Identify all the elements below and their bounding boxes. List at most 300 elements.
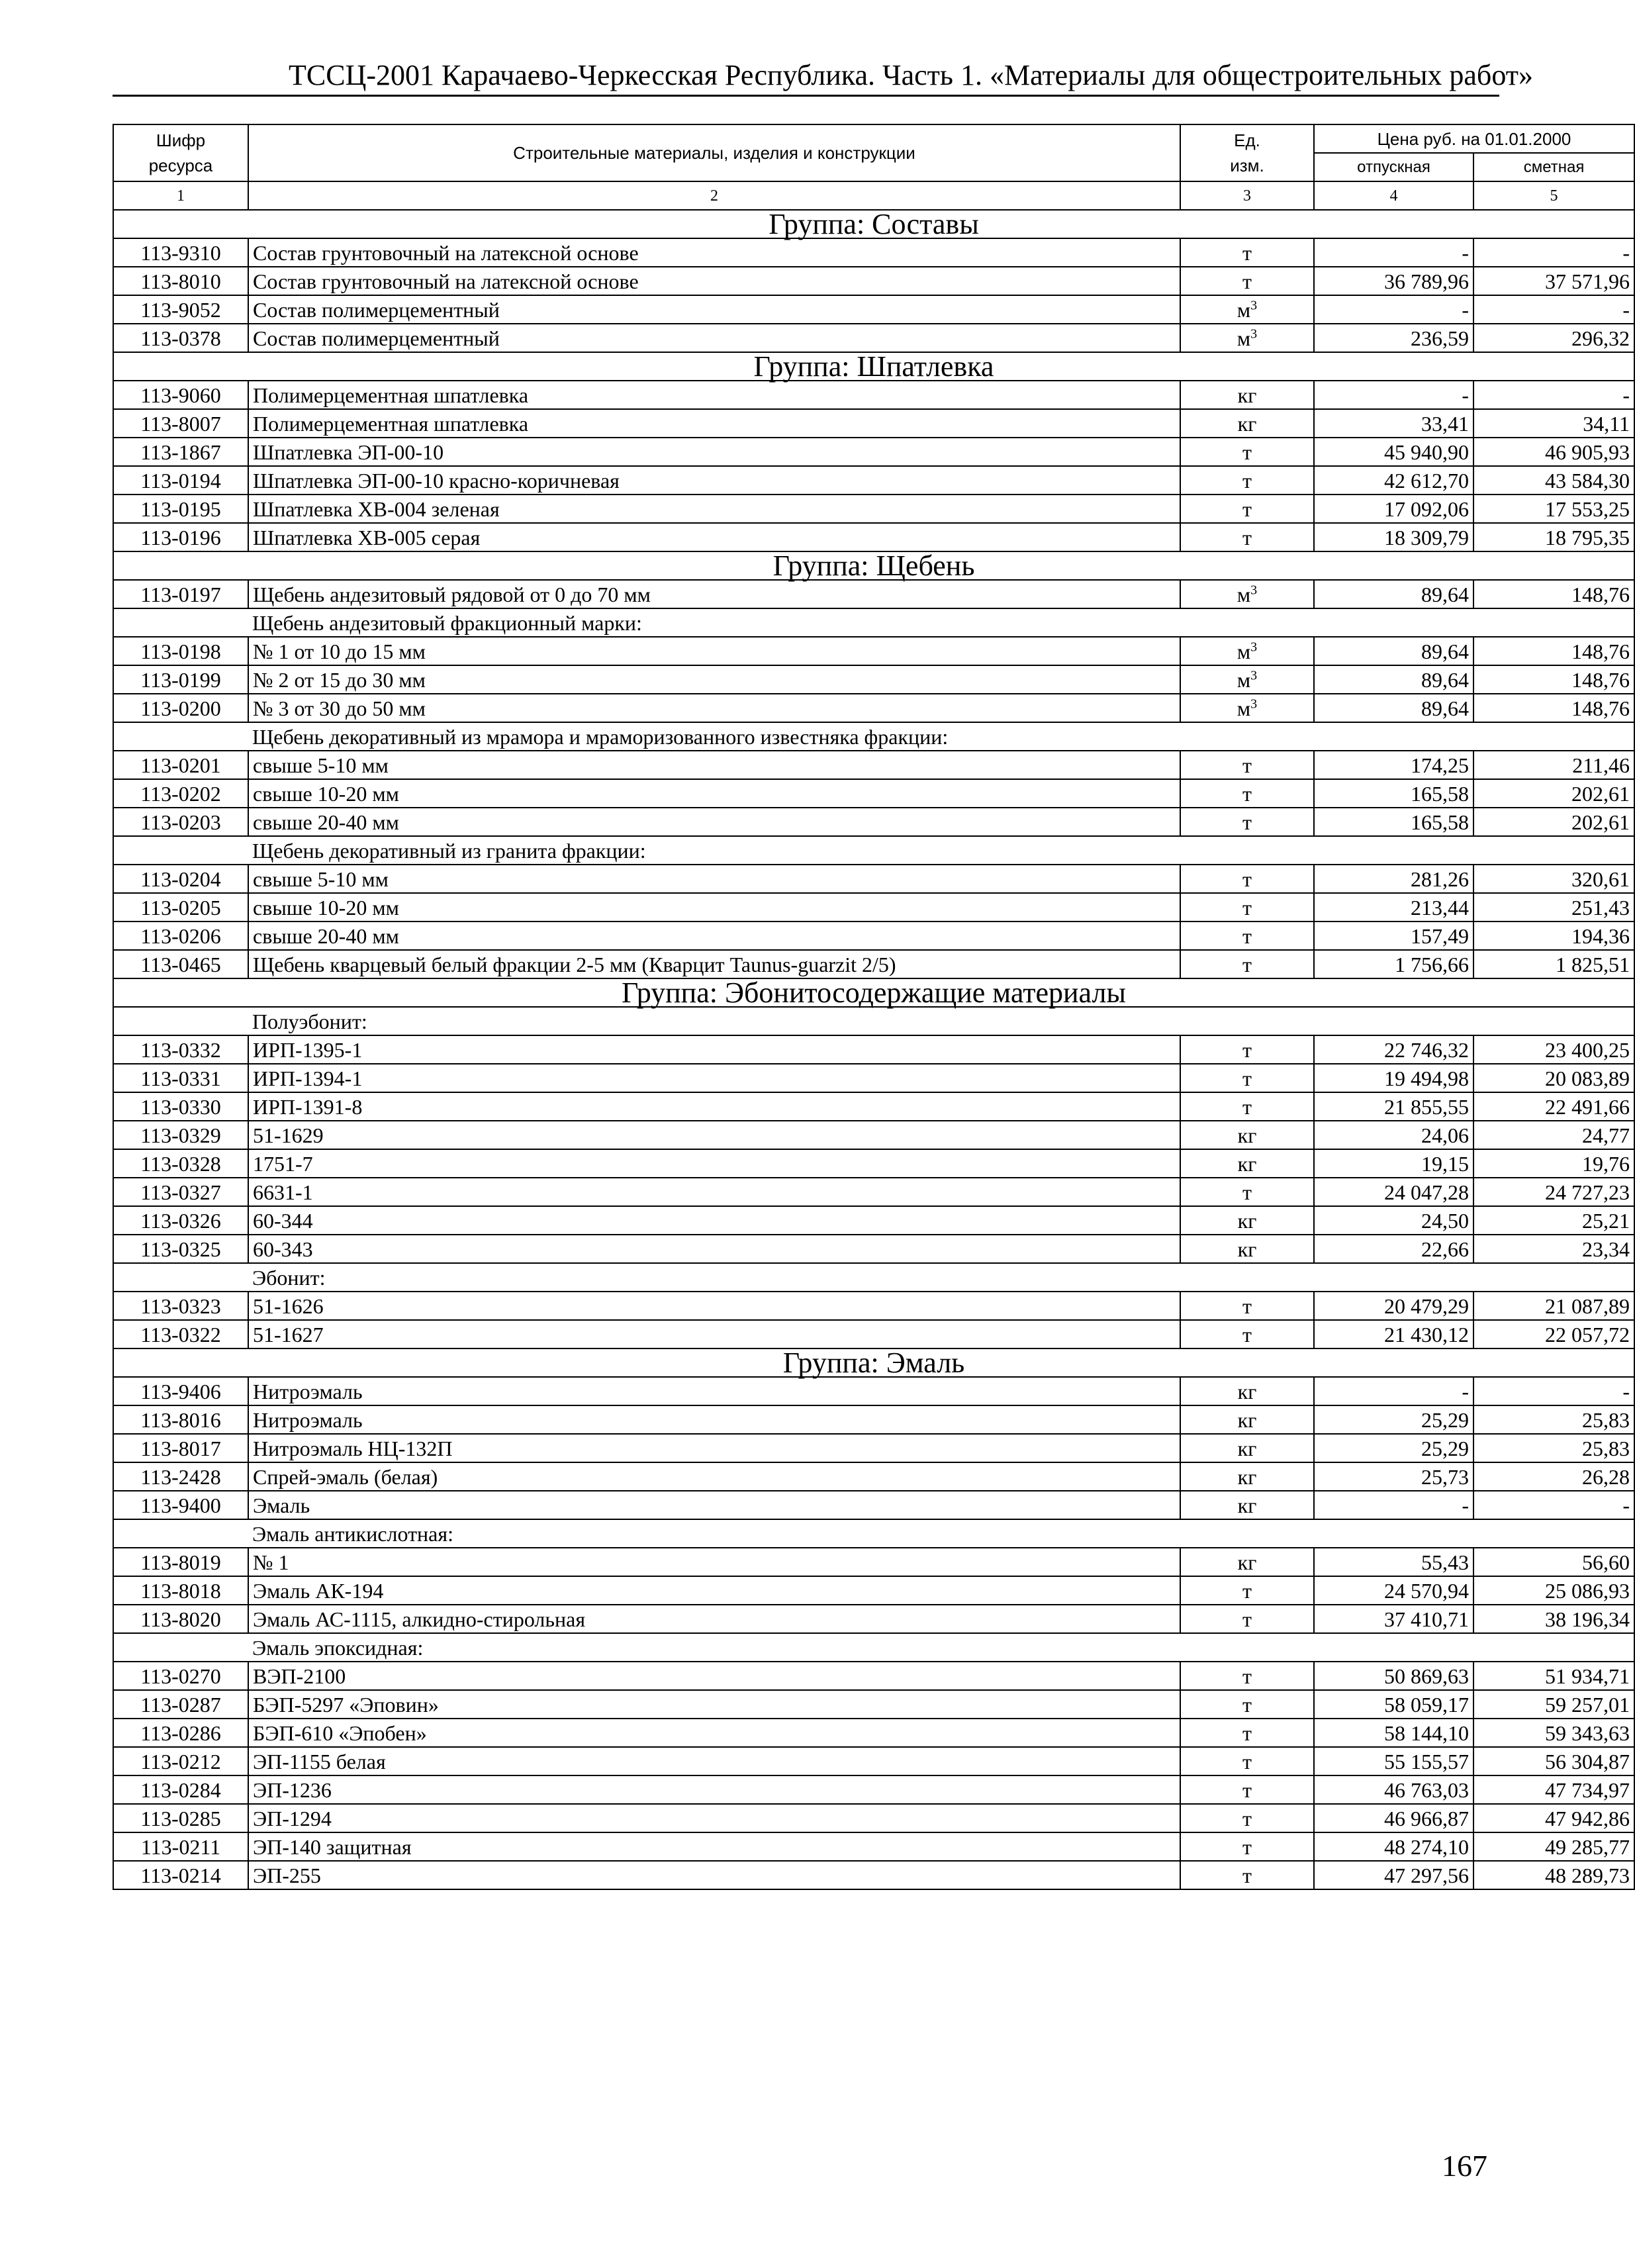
material-name: Полимерцементная шпатлевка: [248, 381, 1180, 409]
table-row: [113, 1149, 1634, 1178]
unit: т: [1180, 523, 1314, 551]
unit: т: [1180, 438, 1314, 466]
estimate-price: 22 057,72: [1473, 1320, 1634, 1348]
resource-code: 113-8018: [113, 1576, 248, 1605]
material-name: ЭП-1236: [248, 1775, 1180, 1804]
subheader-row: [113, 608, 1634, 637]
wholesale-price: 20 479,29: [1314, 1292, 1473, 1320]
material-name: ЭП-1294: [248, 1804, 1180, 1832]
unit: т: [1180, 238, 1314, 267]
estimate-price: 211,46: [1473, 751, 1634, 779]
estimate-price: 18 795,35: [1473, 523, 1634, 551]
wholesale-price: 165,58: [1314, 779, 1473, 808]
resource-code: 113-0330: [113, 1092, 248, 1121]
wholesale-price: 174,25: [1314, 751, 1473, 779]
table-row: [113, 1434, 1634, 1462]
wholesale-price: -: [1314, 295, 1473, 324]
unit: т: [1180, 751, 1314, 779]
material-name: свыше 10-20 мм: [248, 893, 1180, 921]
estimate-price: -: [1473, 1491, 1634, 1519]
table-header-row: [113, 124, 1634, 153]
table-row: [113, 381, 1634, 409]
unit: т: [1180, 1747, 1314, 1775]
unit: т: [1180, 1035, 1314, 1064]
material-name: Щебень кварцевый белый фракции 2-5 мм (Кварцит Taunus-guarzit 2/5): [248, 950, 1180, 978]
estimate-price: 25,83: [1473, 1434, 1634, 1462]
material-name: свыше 20-40 мм: [248, 808, 1180, 836]
wholesale-price: 24 047,28: [1314, 1178, 1473, 1206]
resource-code: 113-0206: [113, 921, 248, 950]
wholesale-price: 89,64: [1314, 580, 1473, 608]
col-header-code-line2: ресурса: [148, 156, 213, 175]
subheader-row: [113, 1633, 1634, 1662]
material-name: 51-1627: [248, 1320, 1180, 1348]
wholesale-price: 236,59: [1314, 324, 1473, 352]
wholesale-price: 25,29: [1314, 1434, 1473, 1462]
material-name: Спрей-эмаль (белая): [248, 1462, 1180, 1491]
table-row: [113, 1178, 1634, 1206]
table-row: [113, 694, 1634, 722]
resource-code: 113-9052: [113, 295, 248, 324]
resource-code: 113-8010: [113, 267, 248, 295]
wholesale-price: 18 309,79: [1314, 523, 1473, 551]
unit: $м^3$: [1180, 694, 1314, 722]
table-row: [113, 1320, 1634, 1348]
wholesale-price: 165,58: [1314, 808, 1473, 836]
unit: т: [1180, 1292, 1314, 1320]
table-row: [113, 1206, 1634, 1235]
table-row: [113, 751, 1634, 779]
resource-code: 113-0204: [113, 865, 248, 893]
material-name: Щебень андезитовый рядовой от 0 до 70 мм: [248, 580, 1180, 608]
group-header-row: [113, 352, 1634, 381]
wholesale-price: 46 763,03: [1314, 1775, 1473, 1804]
material-name: Состав грунтовочный на латексной основе: [248, 267, 1180, 295]
resource-code: 113-0332: [113, 1035, 248, 1064]
table-row: [113, 580, 1634, 608]
table-row: [113, 1292, 1634, 1320]
resource-code: 113-0284: [113, 1775, 248, 1804]
wholesale-price: 281,26: [1314, 865, 1473, 893]
resource-code: 113-0214: [113, 1861, 248, 1889]
wholesale-price: 55,43: [1314, 1548, 1473, 1576]
estimate-price: 202,61: [1473, 779, 1634, 808]
table-row: [113, 1576, 1634, 1605]
empty-code-cell: [113, 608, 248, 637]
estimate-price: 56 304,87: [1473, 1747, 1634, 1775]
resource-code: 113-0194: [113, 466, 248, 495]
material-name: Эмаль АК-194: [248, 1576, 1180, 1605]
estimate-price: 148,76: [1473, 637, 1634, 665]
estimate-price: 59 257,01: [1473, 1690, 1634, 1719]
col-header-wholesale: отпускная: [1314, 153, 1473, 181]
resource-code: 113-0195: [113, 495, 248, 523]
table-row: [113, 808, 1634, 836]
material-name: Нитроэмаль: [248, 1377, 1180, 1405]
empty-code-cell: [113, 1519, 248, 1548]
col-header-price: Цена руб. на 01.01.2000: [1314, 124, 1634, 153]
estimate-price: 1 825,51: [1473, 950, 1634, 978]
wholesale-price: 19 494,98: [1314, 1064, 1473, 1092]
estimate-price: 20 083,89: [1473, 1064, 1634, 1092]
group-title: Группа: Эмаль: [113, 1348, 1634, 1377]
estimate-price: 148,76: [1473, 665, 1634, 694]
col-header-unit: [1180, 124, 1314, 181]
subheader-text: Щебень декоративный из гранита фракции:: [248, 836, 1634, 865]
col-header-code-line1: Шифр: [156, 130, 206, 150]
resource-code: 113-0326: [113, 1206, 248, 1235]
table-row: [113, 466, 1634, 495]
material-name: № 1: [248, 1548, 1180, 1576]
wholesale-price: -: [1314, 1491, 1473, 1519]
table-row: [113, 665, 1634, 694]
resource-code: 113-0378: [113, 324, 248, 352]
table-row: [113, 1804, 1634, 1832]
table-head: [113, 124, 1634, 210]
wholesale-price: 89,64: [1314, 694, 1473, 722]
subheader-row: [113, 1519, 1634, 1548]
col-header-unit-line1: Ед.: [1234, 130, 1260, 150]
material-name: ИРП-1395-1: [248, 1035, 1180, 1064]
material-name: 1751-7: [248, 1149, 1180, 1178]
column-number: 5: [1473, 181, 1634, 210]
table-row: [113, 1861, 1634, 1889]
wholesale-price: 24,50: [1314, 1206, 1473, 1235]
subheader-row: [113, 836, 1634, 865]
estimate-price: 148,76: [1473, 694, 1634, 722]
table-row: [113, 1747, 1634, 1775]
estimate-price: 26,28: [1473, 1462, 1634, 1491]
wholesale-price: 25,29: [1314, 1405, 1473, 1434]
estimate-price: 47 734,97: [1473, 1775, 1634, 1804]
unit: т: [1180, 1576, 1314, 1605]
estimate-price: 24,77: [1473, 1121, 1634, 1149]
material-name: Эмаль: [248, 1491, 1180, 1519]
material-name: свыше 5-10 мм: [248, 751, 1180, 779]
resource-code: 113-0329: [113, 1121, 248, 1149]
unit: кг: [1180, 1434, 1314, 1462]
resource-code: 113-0201: [113, 751, 248, 779]
empty-code-cell: [113, 722, 248, 751]
estimate-price: 22 491,66: [1473, 1092, 1634, 1121]
column-number: 4: [1314, 181, 1473, 210]
material-name: ИРП-1394-1: [248, 1064, 1180, 1092]
unit: кг: [1180, 381, 1314, 409]
wholesale-price: 22 746,32: [1314, 1035, 1473, 1064]
table-row: [113, 637, 1634, 665]
resource-code: 113-0286: [113, 1719, 248, 1747]
estimate-price: 48 289,73: [1473, 1861, 1634, 1889]
wholesale-price: 45 940,90: [1314, 438, 1473, 466]
table-row: [113, 893, 1634, 921]
resource-code: 113-0322: [113, 1320, 248, 1348]
unit: т: [1180, 1804, 1314, 1832]
table-row: [113, 950, 1634, 978]
col-header-name: Строительные материалы, изделия и конструкции: [248, 124, 1180, 181]
subheader-row: [113, 1263, 1634, 1292]
estimate-price: 148,76: [1473, 580, 1634, 608]
estimate-price: -: [1473, 1377, 1634, 1405]
estimate-price: 19,76: [1473, 1149, 1634, 1178]
estimate-price: 17 553,25: [1473, 495, 1634, 523]
unit: кг: [1180, 1206, 1314, 1235]
material-name: 60-344: [248, 1206, 1180, 1235]
material-name: ЭП-140 защитная: [248, 1832, 1180, 1861]
table-row: [113, 1064, 1634, 1092]
unit: т: [1180, 1832, 1314, 1861]
wholesale-price: -: [1314, 1377, 1473, 1405]
estimate-price: 56,60: [1473, 1548, 1634, 1576]
material-name: Шпатлевка ХВ-005 серая: [248, 523, 1180, 551]
table-row: [113, 1491, 1634, 1519]
resource-code: 113-0200: [113, 694, 248, 722]
resource-code: 113-0197: [113, 580, 248, 608]
price-table: [113, 124, 1635, 1890]
subheader-row: [113, 1007, 1634, 1035]
table-row: [113, 1092, 1634, 1121]
col-header-estimate: сметная: [1473, 153, 1634, 181]
unit: т: [1180, 779, 1314, 808]
estimate-price: 296,32: [1473, 324, 1634, 352]
wholesale-price: 25,73: [1314, 1462, 1473, 1491]
table-row: [113, 1548, 1634, 1576]
resource-code: 113-8016: [113, 1405, 248, 1434]
col-header-code: [113, 124, 248, 181]
material-name: № 3 от 30 до 50 мм: [248, 694, 1180, 722]
resource-code: 113-0285: [113, 1804, 248, 1832]
subheader-text: Щебень декоративный из мрамора и мраморизованного известняка фракции:: [248, 722, 1634, 751]
unit: т: [1180, 1320, 1314, 1348]
wholesale-price: 55 155,57: [1314, 1747, 1473, 1775]
unit: кг: [1180, 1235, 1314, 1263]
resource-code: 113-9310: [113, 238, 248, 267]
resource-code: 113-0205: [113, 893, 248, 921]
estimate-price: 194,36: [1473, 921, 1634, 950]
table-row: [113, 409, 1634, 438]
table-row: [113, 1832, 1634, 1861]
resource-code: 113-0327: [113, 1178, 248, 1206]
estimate-price: 47 942,86: [1473, 1804, 1634, 1832]
wholesale-price: 89,64: [1314, 665, 1473, 694]
unit: кг: [1180, 1548, 1314, 1576]
unit: кг: [1180, 1377, 1314, 1405]
resource-code: 113-0287: [113, 1690, 248, 1719]
estimate-price: 23 400,25: [1473, 1035, 1634, 1064]
group-title: Группа: Щебень: [113, 551, 1634, 580]
table-row: [113, 865, 1634, 893]
table-row: [113, 438, 1634, 466]
material-name: Состав полимерцементный: [248, 295, 1180, 324]
table-row: [113, 1462, 1634, 1491]
table-row: [113, 1235, 1634, 1263]
unit: т: [1180, 921, 1314, 950]
unit: кг: [1180, 1121, 1314, 1149]
estimate-price: 49 285,77: [1473, 1832, 1634, 1861]
unit: $м^3$: [1180, 580, 1314, 608]
table-body: [113, 207, 1634, 1889]
resource-code: 113-8007: [113, 409, 248, 438]
table-row: [113, 324, 1634, 352]
unit: т: [1180, 495, 1314, 523]
table-row: [113, 779, 1634, 808]
resource-code: 113-0328: [113, 1149, 248, 1178]
resource-code: 113-0325: [113, 1235, 248, 1263]
material-name: ЭП-255: [248, 1861, 1180, 1889]
wholesale-price: 33,41: [1314, 409, 1473, 438]
unit: т: [1180, 865, 1314, 893]
estimate-price: 25,83: [1473, 1405, 1634, 1434]
col-header-unit-line2: изм.: [1230, 156, 1264, 175]
estimate-price: 43 584,30: [1473, 466, 1634, 495]
table-row: [113, 1377, 1634, 1405]
unit: $м^3$: [1180, 665, 1314, 694]
wholesale-price: 22,66: [1314, 1235, 1473, 1263]
resource-code: 113-0270: [113, 1662, 248, 1690]
table-row: [113, 1662, 1634, 1690]
wholesale-price: 89,64: [1314, 637, 1473, 665]
estimate-price: 23,34: [1473, 1235, 1634, 1263]
material-name: № 1 от 10 до 15 мм: [248, 637, 1180, 665]
resource-code: 113-0465: [113, 950, 248, 978]
wholesale-price: 19,15: [1314, 1149, 1473, 1178]
table-row: [113, 495, 1634, 523]
unit: т: [1180, 950, 1314, 978]
unit: кг: [1180, 1462, 1314, 1491]
empty-code-cell: [113, 1007, 248, 1035]
unit: т: [1180, 1064, 1314, 1092]
estimate-price: 51 934,71: [1473, 1662, 1634, 1690]
table-row: [113, 295, 1634, 324]
wholesale-price: 36 789,96: [1314, 267, 1473, 295]
table-row: [113, 1719, 1634, 1747]
resource-code: 113-0199: [113, 665, 248, 694]
wholesale-price: 46 966,87: [1314, 1804, 1473, 1832]
resource-code: 113-0323: [113, 1292, 248, 1320]
subheader-text: Щебень андезитовый фракционный марки:: [248, 608, 1634, 637]
unit: т: [1180, 808, 1314, 836]
header-rule: [113, 95, 1499, 97]
column-number-row: [113, 181, 1634, 210]
material-name: свыше 10-20 мм: [248, 779, 1180, 808]
unit: т: [1180, 1690, 1314, 1719]
unit: $м^3$: [1180, 324, 1314, 352]
material-name: 60-343: [248, 1235, 1180, 1263]
subheader-text: Полуэбонит:: [248, 1007, 1634, 1035]
wholesale-price: 24 570,94: [1314, 1576, 1473, 1605]
resource-code: 113-8020: [113, 1605, 248, 1633]
table-row: [113, 1775, 1634, 1804]
estimate-price: 21 087,89: [1473, 1292, 1634, 1320]
table-row: [113, 238, 1634, 267]
empty-code-cell: [113, 1263, 248, 1292]
estimate-price: 24 727,23: [1473, 1178, 1634, 1206]
material-name: ЭП-1155 белая: [248, 1747, 1180, 1775]
resource-code: 113-9060: [113, 381, 248, 409]
wholesale-price: 58 059,17: [1314, 1690, 1473, 1719]
group-header-row: [113, 978, 1634, 1007]
estimate-price: -: [1473, 295, 1634, 324]
resource-code: 113-9406: [113, 1377, 248, 1405]
wholesale-price: 47 297,56: [1314, 1861, 1473, 1889]
empty-code-cell: [113, 836, 248, 865]
group-header-row: [113, 210, 1634, 238]
empty-code-cell: [113, 1633, 248, 1662]
wholesale-price: 42 612,70: [1314, 466, 1473, 495]
wholesale-price: 17 092,06: [1314, 495, 1473, 523]
unit: $м^3$: [1180, 637, 1314, 665]
material-name: свыше 20-40 мм: [248, 921, 1180, 950]
group-title: Группа: Составы: [113, 210, 1634, 238]
group-header-row: [113, 1348, 1634, 1377]
unit: т: [1180, 1861, 1314, 1889]
estimate-price: 320,61: [1473, 865, 1634, 893]
table-row: [113, 1035, 1634, 1064]
estimate-price: -: [1473, 238, 1634, 267]
unit: т: [1180, 1092, 1314, 1121]
table-row: [113, 523, 1634, 551]
column-number: 2: [248, 181, 1180, 210]
unit: кг: [1180, 1149, 1314, 1178]
material-name: Нитроэмаль НЦ-132П: [248, 1434, 1180, 1462]
document-header-title: ТССЦ-2001 Карачаево-Черкесская Республика. Часть 1. «Материалы для общестроительных работ»: [289, 59, 1533, 91]
estimate-price: -: [1473, 381, 1634, 409]
material-name: 51-1626: [248, 1292, 1180, 1320]
estimate-price: 37 571,96: [1473, 267, 1634, 295]
material-name: Шпатлевка ЭП-00-10 красно-коричневая: [248, 466, 1180, 495]
unit: кг: [1180, 409, 1314, 438]
unit: т: [1180, 267, 1314, 295]
resource-code: 113-0202: [113, 779, 248, 808]
resource-code: 113-0331: [113, 1064, 248, 1092]
material-name: Эмаль АС-1115, алкидно-стирольная: [248, 1605, 1180, 1633]
resource-code: 113-8019: [113, 1548, 248, 1576]
material-name: свыше 5-10 мм: [248, 865, 1180, 893]
material-name: Состав грунтовочный на латексной основе: [248, 238, 1180, 267]
table-row: [113, 1605, 1634, 1633]
material-name: № 2 от 15 до 30 мм: [248, 665, 1180, 694]
unit: кг: [1180, 1405, 1314, 1434]
group-header-row: [113, 551, 1634, 580]
estimate-price: 34,11: [1473, 409, 1634, 438]
unit: кг: [1180, 1491, 1314, 1519]
wholesale-price: 157,49: [1314, 921, 1473, 950]
material-name: ИРП-1391-8: [248, 1092, 1180, 1121]
wholesale-price: 1 756,66: [1314, 950, 1473, 978]
table-row: [113, 1690, 1634, 1719]
wholesale-price: 21 430,12: [1314, 1320, 1473, 1348]
resource-code: 113-9400: [113, 1491, 248, 1519]
estimate-price: 46 905,93: [1473, 438, 1634, 466]
material-name: Шпатлевка ХВ-004 зеленая: [248, 495, 1180, 523]
wholesale-price: 24,06: [1314, 1121, 1473, 1149]
subheader-row: [113, 722, 1634, 751]
wholesale-price: 21 855,55: [1314, 1092, 1473, 1121]
unit: т: [1180, 1178, 1314, 1206]
estimate-price: 59 343,63: [1473, 1719, 1634, 1747]
unit: т: [1180, 1605, 1314, 1633]
subheader-text: Эмаль антикислотная:: [248, 1519, 1634, 1548]
estimate-price: 251,43: [1473, 893, 1634, 921]
column-number: 3: [1180, 181, 1314, 210]
wholesale-price: 48 274,10: [1314, 1832, 1473, 1861]
group-title: Группа: Эбонитосодержащие материалы: [113, 978, 1634, 1007]
unit: т: [1180, 1775, 1314, 1804]
estimate-price: 25 086,93: [1473, 1576, 1634, 1605]
group-title: Группа: Шпатлевка: [113, 352, 1634, 381]
unit: т: [1180, 1662, 1314, 1690]
material-name: Нитроэмаль: [248, 1405, 1180, 1434]
wholesale-price: 37 410,71: [1314, 1605, 1473, 1633]
